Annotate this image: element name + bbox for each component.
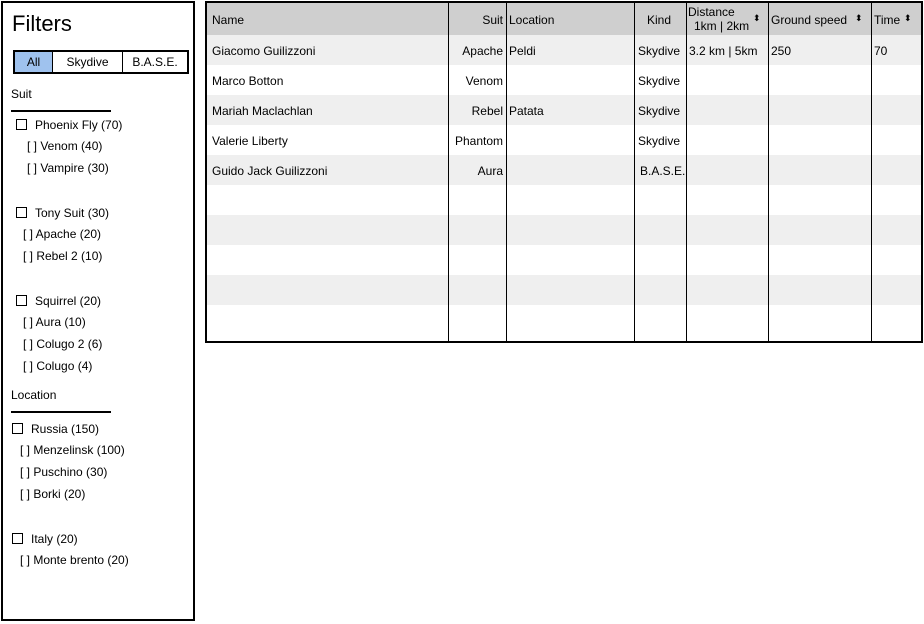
filters-panel [1, 1, 195, 621]
suit-filter-colugo-2[interactable]: [ ] Colugo 2 (6) [23, 337, 103, 351]
header-distance[interactable]: Distance [688, 5, 735, 19]
cell-kind: Skydive [638, 44, 681, 58]
suit-filter-phoenix-fly[interactable]: Phoenix Fly (70) [16, 118, 122, 132]
header-time[interactable]: Time [874, 13, 901, 27]
cell-location: Peldi [509, 44, 536, 58]
suit-filter-tony-suit[interactable]: Tony Suit (30) [16, 206, 109, 220]
cell-suit: Phantom [454, 134, 503, 148]
suit-section-label: Suit [11, 87, 32, 101]
cell-kind: Skydive [638, 134, 681, 148]
cell-kind: Skydive [638, 74, 681, 88]
suit-filter-squirrel[interactable]: Squirrel (20) [16, 294, 101, 308]
segment-skydive[interactable]: Skydive [53, 52, 123, 72]
cell-name: Guido Jack Guilizzoni [212, 164, 328, 178]
column-divider [506, 3, 507, 341]
cell-suit: Aura [477, 164, 503, 178]
header-location[interactable]: Location [509, 13, 555, 27]
location-divider [11, 411, 111, 413]
table-row-bg [207, 125, 921, 155]
header-kind[interactable]: Kind [647, 13, 672, 27]
header-name[interactable]: Name [212, 13, 245, 27]
location-filter-monte-brento[interactable]: [ ] Monte brento (20) [20, 553, 129, 567]
location-filter-puschino[interactable]: [ ] Puschino (30) [20, 465, 108, 479]
cell-distance: 3.2 km | 5km [689, 44, 758, 58]
location-filter-menzelinsk[interactable]: [ ] Menzelinsk (100) [20, 443, 125, 457]
location-section-label: Location [11, 388, 57, 402]
location-filter-borki[interactable]: [ ] Borki (20) [20, 487, 86, 501]
checkbox-icon[interactable] [16, 207, 27, 218]
cell-suit: Apache [462, 44, 503, 58]
suit-filter-vampire[interactable]: [ ] Vampire (30) [27, 161, 109, 175]
suit-filter-venom[interactable]: [ ] Venom (40) [27, 139, 103, 153]
header-distance-units: 1km | 2km [694, 19, 750, 33]
header-ground-speed[interactable]: Ground speed [771, 13, 848, 27]
cell-kind: B.A.S.E. [640, 164, 686, 178]
suit-filter-rebel-2[interactable]: [ ] Rebel 2 (10) [23, 249, 103, 263]
cell-name: Mariah Maclachlan [212, 104, 313, 118]
table-row-bg [207, 215, 921, 245]
location-filter-italy[interactable]: Italy (20) [12, 532, 78, 546]
results-table [205, 1, 923, 343]
cell-name: Giacomo Guilizzoni [212, 44, 316, 58]
checkbox-icon[interactable] [12, 533, 23, 544]
cell-location: Patata [509, 104, 544, 118]
table-row-bg [207, 275, 921, 305]
cell-kind: Skydive [638, 104, 681, 118]
cell-name: Valerie Liberty [212, 134, 288, 148]
checkbox-icon[interactable] [16, 295, 27, 306]
column-divider [686, 3, 687, 341]
segment-base[interactable]: B.A.S.E. [132, 55, 178, 69]
suit-filter-aura[interactable]: [ ] Aura (10) [23, 315, 86, 329]
cell-name: Marco Botton [212, 74, 284, 88]
column-divider [634, 3, 635, 341]
location-filter-russia[interactable]: Russia (150) [12, 422, 99, 436]
filters-title: Filters [12, 11, 72, 36]
column-divider [871, 3, 872, 341]
suit-filter-colugo[interactable]: [ ] Colugo (4) [23, 359, 93, 373]
table-row-bg [207, 95, 921, 125]
suit-filter-apache[interactable]: [ ] Apache (20) [23, 227, 102, 241]
suit-divider [11, 110, 111, 112]
header-suit[interactable]: Suit [482, 13, 503, 27]
sort-icon[interactable]: ⬍ [753, 13, 761, 23]
cell-time: 70 [874, 44, 888, 58]
sort-icon[interactable]: ⬍ [904, 13, 912, 23]
column-divider [768, 3, 769, 341]
kind-segmented-control [13, 50, 189, 74]
cell-ground-speed: 250 [771, 44, 792, 58]
table-row-bg [207, 305, 921, 335]
table-row-bg [207, 65, 921, 95]
segment-all[interactable]: All [15, 52, 53, 72]
sort-icon[interactable]: ⬍ [855, 13, 863, 23]
cell-suit: Venom [465, 74, 503, 88]
table-row-bg [207, 245, 921, 275]
table-row-bg [207, 185, 921, 215]
checkbox-icon[interactable] [16, 119, 27, 130]
cell-suit: Rebel [471, 104, 503, 118]
checkbox-icon[interactable] [12, 423, 23, 434]
